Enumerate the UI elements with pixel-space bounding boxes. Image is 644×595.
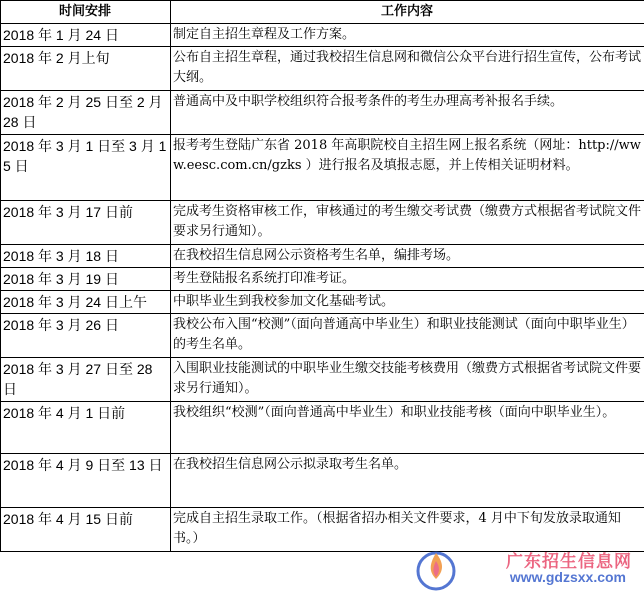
table-row [1, 24, 644, 47]
row-content: 中职毕业生到我校参加文化基础考试。 [171, 291, 644, 314]
table-row [1, 47, 644, 91]
table-row [1, 291, 644, 314]
row-time: 2018 年 3 月 18 日 [1, 245, 171, 268]
row-time: 2018 年 3 月 19 日 [1, 268, 171, 291]
row-content: 报考考生登陆广东省 2018 年高职院校自主招生网上报名系统（网址：http://www.eesc.com.cn/gzks ）进行报名及填报志愿，并上传相关证明材料。 [171, 135, 644, 201]
row-time: 2018 年 3 月 24 日上午 [1, 291, 171, 314]
table-row [1, 508, 644, 552]
table-header-row [1, 1, 644, 24]
row-time: 2018 年 3 月 26 日 [1, 314, 171, 358]
table-row [1, 454, 644, 508]
row-content: 完成考生资格审核工作，审核通过的考生缴交考试费（缴费方式根据省考试院文件要求另行通知）。 [171, 201, 644, 245]
row-time: 2018 年 3 月 27 日至 28 日 [1, 358, 171, 402]
flame-logo-icon [414, 547, 458, 591]
header-content: 工作内容 [171, 1, 644, 24]
row-time: 2018 年 4 月 1 日前 [1, 402, 171, 454]
table-row [1, 268, 644, 291]
row-content: 我校公布入围“校测”（面向普通高中毕业生）和职业技能测试（面向中职毕业生）的考生名单。 [171, 314, 644, 358]
row-time: 2018 年 2 月上旬 [1, 47, 171, 91]
watermark-site-name: 广东招生信息网 [506, 552, 632, 572]
row-content: 公布自主招生章程，通过我校招生信息网和微信公众平台进行招生宣传，公布考试大纲。 [171, 47, 644, 91]
watermark-url: www.gdzsxx.com [509, 569, 626, 585]
table-row [1, 358, 644, 402]
row-content: 考生登陆报名系统打印准考证。 [171, 268, 644, 291]
table-row [1, 314, 644, 358]
row-time: 2018 年 4 月 9 日至 13 日 [1, 454, 171, 508]
header-time: 时间安排 [1, 1, 171, 24]
row-content: 制定自主招生章程及工作方案。 [171, 24, 644, 47]
row-time: 2018 年 3 月 17 日前 [1, 201, 171, 245]
row-time: 2018 年 2 月 25 日至 2 月 28 日 [1, 91, 171, 135]
row-content: 我校组织“校测”（面向普通高中毕业生）和职业技能考核（面向中职毕业生）。 [171, 402, 644, 454]
row-time: 2018 年 1 月 24 日 [1, 24, 171, 47]
row-content: 在我校招生信息网公示拟录取考生名单。 [171, 454, 644, 508]
table-row [1, 245, 644, 268]
row-content: 入围职业技能测试的中职毕业生缴交技能考核费用（缴费方式根据省考试院文件要求另行通知）。 [171, 358, 644, 402]
table-row [1, 201, 644, 245]
table-row [1, 402, 644, 454]
row-content: 完成自主招生录取工作。（根据省招办相关文件要求，4 月中下旬发放录取通知书。） [171, 508, 644, 552]
row-time: 2018 年 3 月 1 日至 3 月 15 日 [1, 135, 171, 201]
table-row [1, 91, 644, 135]
table-row [1, 135, 644, 201]
row-time: 2018 年 4 月 15 日前 [1, 508, 171, 552]
row-content: 在我校招生信息网公示资格考生名单，编排考场。 [171, 245, 644, 268]
row-content: 普通高中及中职学校组织符合报考条件的考生办理高考补报名手续。 [171, 91, 644, 135]
